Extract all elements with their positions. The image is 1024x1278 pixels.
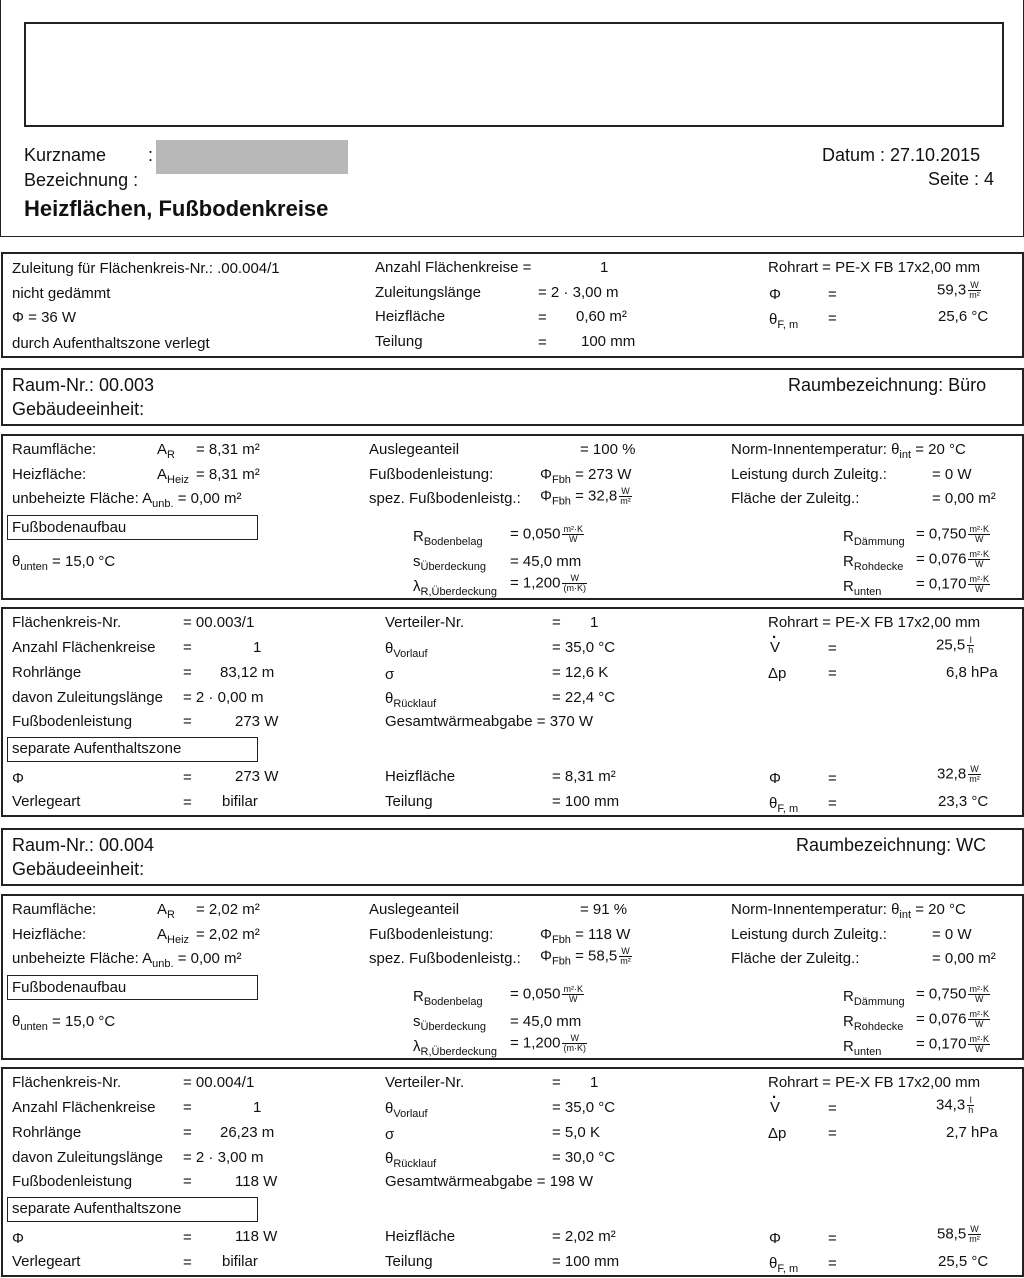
zul-theta-eq: = — [828, 310, 837, 327]
room2-kreis-ruecklauf: $\theta_{Rücklauf}$ — [385, 1150, 437, 1170]
room1-rbelag-val: = 0,050 $\frac{\text{m²·K}}{W}$ — [510, 524, 583, 544]
zul-heiz-val: 0,60 m² — [576, 308, 627, 325]
room1-unbeheizt: unbeheizte Fläche: $A_{unb.} = 0,00$ m² — [12, 490, 242, 510]
room1-kreis-zul-val: = 2 · 0,00 m — [183, 689, 264, 706]
room2-verlege-val: bifilar — [222, 1253, 258, 1270]
room2-lambda-val: = 1,200 $\frac{W}{(m\cdot K)}$ — [510, 1033, 586, 1053]
room2-ar-val: = 2,02 m² — [196, 901, 260, 918]
room2-kreis-dp: Δp — [768, 1125, 787, 1142]
room2-rbelag: $R_{Bodenbelag}$ — [413, 988, 483, 1008]
room1-kreis-sigma-val: = 12,6 K — [552, 664, 609, 681]
room1-verlege-label: Verlegeart — [12, 793, 81, 810]
room1-phi-eq: = — [183, 769, 192, 786]
room2-teil-val: = 100 mm — [552, 1253, 620, 1270]
room2-kreis-anzahl-label: Anzahl Flächenkreise — [12, 1099, 156, 1116]
room1-zul-val: = 0 W — [932, 466, 972, 483]
room1-verlege-eq: = — [183, 794, 192, 811]
zuleitung-line1: Zuleitung für Flächenkreis-Nr.: .00.004/1 — [12, 260, 280, 277]
room1-heiz-label: Heizfläche — [385, 768, 456, 785]
room1-raumflaeche-label: Raumfläche: — [12, 441, 97, 458]
room2-kreis-dp-val: 2,7 hPa — [946, 1124, 998, 1141]
room2-rdaemm-val: = 0,750 $\frac{\text{m²·K}}{W}$ — [916, 984, 989, 1004]
room2-zul-label: Leistung durch Zuleitg.: — [731, 926, 887, 943]
datum: Datum : 27.10.2015 — [822, 145, 981, 165]
room1-kreis-rohrart: Rohrart = PE-X FB 17x2,00 mm — [768, 614, 981, 631]
room1-teil-val: = 100 mm — [552, 793, 620, 810]
room1-kreis-ruecklauf: $\theta_{Rücklauf}$ — [385, 690, 437, 710]
zul-laenge-val: = 2 · 3,00 m — [538, 284, 619, 301]
room2-kreis-vdot-val: 34,3 $\frac{l}{h}$ — [936, 1095, 974, 1115]
room2-teil-label: Teilung — [385, 1253, 433, 1270]
room1-lambda: $\lambda_{R,Überdeckung}$ — [413, 578, 497, 598]
room2-kreis-nr-val: = 00.004/1 — [183, 1074, 255, 1091]
room2-theta-sym: $\theta_{F, m}$ — [769, 1255, 799, 1275]
zul-teil-eq: = — [538, 334, 547, 351]
room2-verlege-label: Verlegeart — [12, 1253, 81, 1270]
zul-laenge-label: Zuleitungslänge — [375, 284, 481, 301]
zul-phi-sym: Φ — [769, 286, 781, 303]
room2-auslege-label: Auslegeanteil — [369, 901, 460, 918]
room1-phi2-val: 32,8 $\frac{W}{\text{m²}}$ — [937, 764, 980, 784]
room1-auslege-label: Auslegeanteil — [369, 441, 460, 458]
room2-lambda: $\lambda_{R,Überdeckung}$ — [413, 1038, 497, 1058]
room2-phi2-eq: = — [828, 1230, 837, 1247]
room2-sueb-val: = 45,0 mm — [510, 1013, 582, 1030]
room1-kreis-nr-label: Flächenkreis-Nr. — [12, 614, 122, 631]
room1-raumbez: Raumbezeichnung: Büro — [788, 375, 987, 395]
room1-kreis-sigma: σ — [385, 666, 395, 683]
room1-kreis-rohr-eq: = — [183, 664, 192, 681]
room1-theta-val: 23,3 °C — [938, 793, 989, 810]
room2-rbelag-val: = 0,050 $\frac{\text{m²·K}}{W}$ — [510, 984, 583, 1004]
room2-rroh: $R_{Rohdecke}$ — [843, 1013, 904, 1033]
room1-kreis-vorlauf: $\theta_{Vorlauf}$ — [385, 640, 428, 660]
room2-norm: Norm-Innentemperatur: $\theta_{int} = 20$ °C — [731, 901, 966, 921]
room2-auslege-val: = 91 % — [580, 901, 628, 918]
room2-kreis-vorlauf-val: = 35,0 °C — [552, 1099, 616, 1116]
room2-kreis-zul-label: davon Zuleitungslänge — [12, 1149, 163, 1166]
room1-theta-sym: $\theta_{F, m}$ — [769, 795, 799, 815]
room2-kreis-vdot-eq: = — [828, 1100, 837, 1117]
room2-fbl: $\Phi_{Fbh} = 118$ W — [540, 926, 631, 946]
room1-kreis-rohr-val: 83,12 m — [220, 664, 275, 681]
zul-phi-val: 59,3 $\frac{W}{\text{m²}}$ — [937, 280, 980, 300]
redacted-block — [156, 140, 348, 174]
room1-gebaeude: Gebäudeeinheit: — [12, 399, 145, 419]
room2-kreis-vdot: · V — [770, 1099, 780, 1117]
room2-kreis-nr-label: Flächenkreis-Nr. — [12, 1074, 122, 1091]
room1-phi2-eq: = — [828, 770, 837, 787]
room1-kreis-fbl-eq: = — [183, 713, 192, 730]
room1-kreis-fbl-label: Fußbodenleistung — [12, 713, 133, 730]
room1-heiz-val: = 8,31 m² — [552, 768, 616, 785]
room1-kreis-vdot-eq: = — [828, 640, 837, 657]
room2-ar: $A_R$ — [157, 901, 175, 921]
room2-kreis-gesamt: Gesamtwärmeabgabe = 198 W — [385, 1173, 594, 1190]
room2-rroh-val: = 0,076 $\frac{\text{m²·K}}{W}$ — [916, 1009, 989, 1029]
room1-phi2-sym: Φ — [769, 770, 781, 787]
room1-theta-unten: $\theta_{unten} = 15,0$ °C — [12, 553, 116, 573]
room1-kreis-anzahl-label: Anzahl Flächenkreise — [12, 639, 156, 656]
room2-phi-eq: = — [183, 1229, 192, 1246]
room1-kreis-dp-eq: = — [828, 665, 837, 682]
room2-raumbez: Raumbezeichnung: WC — [796, 835, 987, 855]
room2-kreis-vert-label: Verteiler-Nr. — [385, 1074, 465, 1091]
room2-kreis-anzahl-val: 1 — [253, 1099, 262, 1116]
room1-kreis-vert-val: 1 — [590, 614, 599, 631]
room2-kreis-rohr-val: 26,23 m — [220, 1124, 275, 1141]
room1-aheiz: $A_{Heiz}$ — [157, 466, 190, 486]
room2-rdaemm: $R_{Dämmung}$ — [843, 988, 905, 1008]
room1-kreis-vorlauf-val: = 35,0 °C — [552, 639, 616, 656]
room2-kreis-zul-val: = 2 · 3,00 m — [183, 1149, 264, 1166]
room2-kreis-dp-eq: = — [828, 1125, 837, 1142]
room2-kreis-fbl-label: Fußbodenleistung — [12, 1173, 133, 1190]
zul-phi-eq: = — [828, 286, 837, 303]
room1-rbelag: $R_{Bodenbelag}$ — [413, 528, 483, 548]
room1-teil-label: Teilung — [385, 793, 433, 810]
room2-zfl-label: Fläche der Zuleitg.: — [731, 950, 860, 967]
room1-verlege-val: bifilar — [222, 793, 258, 810]
room2-aheiz-val: = 2,02 m² — [196, 926, 260, 943]
room2-kreis-fbl-val: 118 W — [235, 1173, 278, 1190]
bezeichnung-label: Bezeichnung : — [24, 170, 139, 190]
room2-kreis-rohr-eq: = — [183, 1124, 192, 1141]
room1-zfl-label: Fläche der Zuleitg.: — [731, 490, 860, 507]
zuleitung-phi: Φ = 36 W — [12, 309, 77, 326]
zul-theta-sym: $\theta_{F, m}$ — [769, 311, 799, 331]
room2-kreis-fbl-eq: = — [183, 1173, 192, 1190]
room1-theta-eq: = — [828, 795, 837, 812]
room1-rroh: $R_{Rohdecke}$ — [843, 553, 904, 573]
room1-zfl-val: = 0,00 m² — [932, 490, 996, 507]
room1-kreis-vert-eq: = — [552, 614, 561, 631]
room1-sueb-val: = 45,0 mm — [510, 553, 582, 570]
zul-rohrart: Rohrart = PE-X FB 17x2,00 mm — [768, 259, 981, 276]
room2-theta-eq: = — [828, 1255, 837, 1272]
room2-sueb: $s_{Überdeckung}$ — [413, 1013, 486, 1033]
room2-kreis-vorlauf: $\theta_{Vorlauf}$ — [385, 1100, 428, 1120]
room2-phi-val: 118 W — [235, 1228, 278, 1245]
room1-kreis-dp-val: 6,8 hPa — [946, 664, 998, 681]
room1-zone-label: separate Aufenthaltszone — [12, 740, 182, 757]
room1-aheiz-val: = 8,31 m² — [196, 466, 260, 483]
zuleitung-line2: nicht gedämmt — [12, 285, 111, 302]
room1-runten: $R_{unten}$ — [843, 578, 882, 598]
room1-spez: $\Phi_{Fbh} = 32,8$ $\frac{W}{\text{m²}}$ — [540, 486, 631, 508]
room2-gebaeude: Gebäudeeinheit: — [12, 859, 145, 879]
room2-heiz-val: = 2,02 m² — [552, 1228, 616, 1245]
room1-heizflaeche-label: Heizfläche: — [12, 466, 87, 483]
room1-runten-val: = 0,170 $\frac{\text{m²·K}}{W}$ — [916, 574, 989, 594]
room2-theta-val: 25,5 °C — [938, 1253, 989, 1270]
room2-kreis-sigma-val: = 5,0 K — [552, 1124, 600, 1141]
room1-phi-sym: Φ — [12, 770, 24, 787]
room1-kreis-fbl-val: 273 W — [235, 713, 279, 730]
room1-kreis-ruecklauf-val: = 22,4 °C — [552, 689, 616, 706]
kurzname-label: Kurzname — [24, 145, 107, 165]
room1-kreis-gesamt: Gesamtwärmeabgabe = 370 W — [385, 713, 594, 730]
room2-zul-val: = 0 W — [932, 926, 972, 943]
room1-kreis-zul-label: davon Zuleitungslänge — [12, 689, 163, 706]
zul-heiz-label: Heizfläche — [375, 308, 446, 325]
room1-rdaemm-val: = 0,750 $\frac{\text{m²·K}}{W}$ — [916, 524, 989, 544]
room2-kreis-rohr-label: Rohrlänge — [12, 1124, 82, 1141]
room2-phi2-val: 58,5 $\frac{W}{\text{m²}}$ — [937, 1224, 980, 1244]
zul-teil-label: Teilung — [375, 333, 423, 350]
room1-kreis-rohr-label: Rohrlänge — [12, 664, 82, 681]
room1-kreis-nr-val: = 00.003/1 — [183, 614, 255, 631]
kurzname-colon: : — [148, 145, 154, 165]
room2-unbeheizt: unbeheizte Fläche: $A_{unb.} = 0,00$ m² — [12, 950, 242, 970]
room1-aufbau-label: Fußbodenaufbau — [12, 519, 127, 536]
room2-zfl-val: = 0,00 m² — [932, 950, 996, 967]
room2-phi2-sym: Φ — [769, 1230, 781, 1247]
room1-raum-nr: Raum-Nr.: 00.003 — [12, 375, 155, 395]
room1-fbl-label: Fußbodenleistung: — [369, 466, 494, 483]
room1-ar-val: = 8,31 m² — [196, 441, 260, 458]
room2-verlege-eq: = — [183, 1254, 192, 1271]
room1-ar: $A_R$ — [157, 441, 175, 461]
room2-runten-val: = 0,170 $\frac{\text{m²·K}}{W}$ — [916, 1034, 989, 1054]
room2-raumflaeche-label: Raumfläche: — [12, 901, 97, 918]
room1-kreis-vdot-val: 25,5 $\frac{l}{h}$ — [936, 635, 974, 655]
room1-spez-label: spez. Fußbodenleistg.: — [369, 490, 521, 507]
room2-aheiz: $A_{Heiz}$ — [157, 926, 190, 946]
room2-kreis-ruecklauf-val: = 30,0 °C — [552, 1149, 616, 1166]
zul-anzahl-val: 1 — [600, 259, 609, 276]
room2-spez: $\Phi_{Fbh} = 58,5$ $\frac{W}{\text{m²}}$ — [540, 946, 631, 968]
room2-fbl-label: Fußbodenleistung: — [369, 926, 494, 943]
room2-phi-sym: Φ — [12, 1230, 24, 1247]
room2-runten: $R_{unten}$ — [843, 1038, 882, 1058]
room2-heizflaeche-label: Heizfläche: — [12, 926, 87, 943]
room1-rdaemm: $R_{Dämmung}$ — [843, 528, 905, 548]
page-title: Heizflächen, Fußbodenkreise — [24, 196, 329, 221]
room2-kreis-anzahl-eq: = — [183, 1099, 192, 1116]
room2-theta-unten: $\theta_{unten} = 15,0$ °C — [12, 1013, 116, 1033]
room1-kreis-dp: Δp — [768, 665, 787, 682]
room2-kreis-sigma: σ — [385, 1126, 395, 1143]
zuleitung-line4: durch Aufenthaltszone verlegt — [12, 335, 210, 352]
room1-auslege-val: = 100 % — [580, 441, 636, 458]
zul-anzahl-label: Anzahl Flächenkreise = — [375, 259, 532, 276]
seite: Seite : 4 — [928, 169, 995, 189]
zul-heiz-eq: = — [538, 309, 547, 326]
zul-theta-val: 25,6 °C — [938, 308, 989, 325]
room1-phi-val: 273 W — [235, 768, 279, 785]
room2-kreis-rohrart: Rohrart = PE-X FB 17x2,00 mm — [768, 1074, 981, 1091]
room2-heiz-label: Heizfläche — [385, 1228, 456, 1245]
room1-zul-label: Leistung durch Zuleitg.: — [731, 466, 887, 483]
room2-raum-nr: Raum-Nr.: 00.004 — [12, 835, 155, 855]
zul-teil-val: 100 mm — [581, 333, 636, 350]
room2-zone-label: separate Aufenthaltszone — [12, 1200, 182, 1217]
room2-aufbau-label: Fußbodenaufbau — [12, 979, 127, 996]
room1-lambda-val: = 1,200 $\frac{W}{(m\cdot K)}$ — [510, 573, 586, 593]
room1-sueb: $s_{Überdeckung}$ — [413, 553, 486, 573]
room1-kreis-anzahl-eq: = — [183, 639, 192, 656]
room1-kreis-vdot: · V — [770, 639, 780, 657]
room1-kreis-vert-label: Verteiler-Nr. — [385, 614, 465, 631]
room2-kreis-vert-val: 1 — [590, 1074, 599, 1091]
room2-kreis-vert-eq: = — [552, 1074, 561, 1091]
room1-rroh-val: = 0,076 $\frac{\text{m²·K}}{W}$ — [916, 549, 989, 569]
room1-kreis-anzahl-val: 1 — [253, 639, 262, 656]
room1-fbl: $\Phi_{Fbh} = 273$ W — [540, 466, 632, 486]
room1-norm: Norm-Innentemperatur: $\theta_{int} = 20$ °C — [731, 441, 966, 461]
room2-spez-label: spez. Fußbodenleistg.: — [369, 950, 521, 967]
